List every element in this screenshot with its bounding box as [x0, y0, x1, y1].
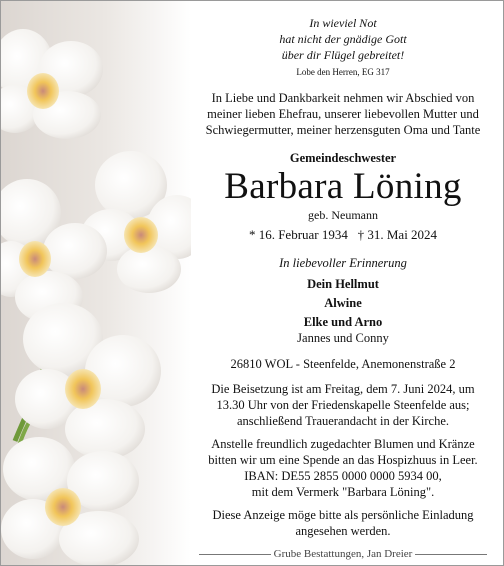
closing-text	[187, 507, 499, 539]
donation-text	[187, 436, 499, 500]
mourner-name: Elke und Arno	[303, 315, 383, 329]
birth-name: geb. Neumann	[308, 208, 378, 222]
donation-line: bitten wir um eine Spende an das Hospizhuus in Leer.	[208, 453, 478, 467]
closing-line: Diese Anzeige möge bitte als persönliche Einladung	[212, 508, 474, 522]
funeral-text	[187, 381, 499, 429]
donation-line: IBAN: DE55 2855 0000 0000 5934 00,	[244, 469, 442, 483]
mourner-name: Dein Hellmut	[307, 277, 379, 291]
mourners-heading: In liebevoller Erinnerung	[279, 256, 407, 270]
deceased-name: Barbara Löning	[224, 166, 462, 207]
bible-quote	[187, 15, 499, 63]
address: 26810 WOL - Steenfelde, Anemonenstraße 2	[230, 357, 456, 371]
funeral-line: anschließend Trauerandacht in der Kirche.	[236, 414, 450, 428]
intro-text	[187, 90, 499, 138]
quote-line: In wieviel Not	[309, 16, 377, 30]
life-dates: * 16. Februar 1934 † 31. Mai 2024	[248, 227, 438, 242]
notice-text	[187, 1, 499, 565]
intro-line: Schwiegermutter, meiner herzensguten Oma und Tante	[205, 123, 481, 137]
orchid-flowers-image	[1, 1, 191, 565]
deceased-title: Gemeindeschwester	[289, 151, 397, 165]
quote-source: Lobe den Herren, EG 317	[296, 67, 390, 77]
mourner-name: Jannes und Conny	[297, 331, 389, 345]
undertaker-name: Grube Bestattungen, Jan Dreier	[271, 548, 416, 560]
footer-text	[187, 547, 499, 561]
intro-line: In Liebe und Dankbarkeit nehmen wir Abschied von	[211, 91, 475, 105]
quote-line: über dir Flügel gebreitet!	[281, 48, 405, 62]
donation-line: mit dem Vermerk "Barbara Löning".	[251, 485, 435, 499]
quote-line: hat nicht der gnädige Gott	[279, 32, 407, 46]
intro-line: meiner lieben Ehefrau, unserer liebevollen Mutter und	[207, 107, 479, 121]
mourner-name: Alwine	[324, 296, 362, 310]
funeral-line: Die Beisetzung ist am Freitag, dem 7. Juni 2024, um	[211, 382, 475, 396]
funeral-line: 13.30 Uhr von der Friedenskapelle Steenfelde aus;	[216, 398, 470, 412]
donation-line: Anstelle freundlich zugedachter Blumen und Kränze	[211, 437, 475, 451]
footer	[187, 547, 499, 561]
closing-line: angesehen werden.	[295, 524, 391, 538]
